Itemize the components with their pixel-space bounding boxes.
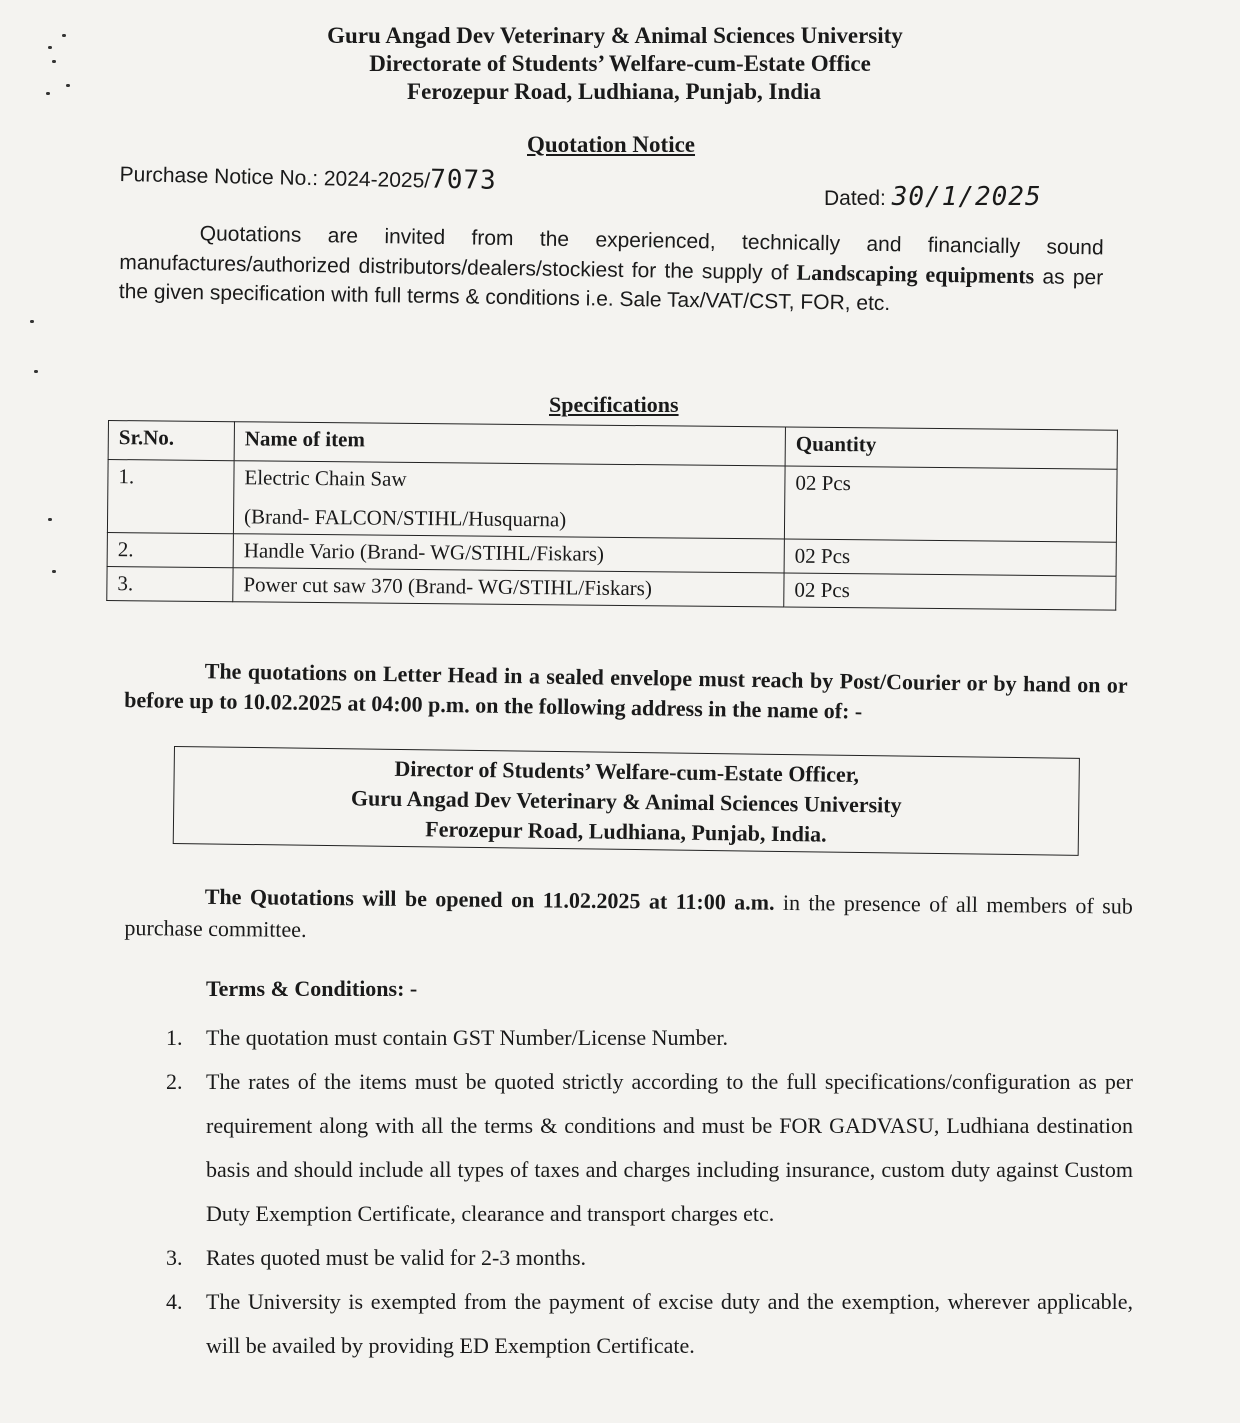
opening-text: in the presence of all members of sub purchase committee. bbox=[124, 889, 1133, 942]
notice-date bbox=[824, 182, 1042, 212]
scan-speck bbox=[62, 34, 66, 37]
scan-speck bbox=[30, 320, 34, 323]
row-item-name: Handle Vario (Brand- WG/STIHL/Fiskars) bbox=[233, 534, 784, 573]
purchase-notice-label: Purchase Notice No.: 2024-2025/ bbox=[119, 162, 431, 193]
row-sr-no: 1. bbox=[107, 460, 234, 534]
address-box bbox=[173, 746, 1080, 856]
dated-handwritten: 30/1/2025 bbox=[891, 182, 1042, 212]
university-name: Guru Angad Dev Veterinary & Animal Sciences University bbox=[327, 23, 903, 48]
opening-bold-text: The Quotations will be opened on 11.02.2025 at 11:00 a.m. bbox=[204, 883, 775, 915]
row-item-name bbox=[233, 461, 785, 539]
notice-title: Quotation Notice bbox=[527, 132, 696, 157]
office-address: Ferozepur Road, Ludhiana, Punjab, India bbox=[407, 79, 821, 104]
scan-speck bbox=[48, 518, 52, 521]
specifications-table bbox=[106, 420, 1118, 611]
header-quantity: Quantity bbox=[785, 427, 1117, 469]
term-text: The rates of the items must be quoted strictly according to the full specifications/configuration as per requirement along with all the terms & conditions and must be FOR GADVASU, Ludhiana destination basis and should include all types of taxes and charges including insurance, custom duty against Custom Duty Exemption Certificate, clearance and transport charges etc. bbox=[206, 1069, 1133, 1226]
intro-paragraph bbox=[119, 218, 1104, 321]
scan-speck bbox=[48, 46, 52, 49]
header-sr-no: Sr.No. bbox=[108, 421, 234, 461]
item-name: Electric Chain Saw bbox=[244, 465, 407, 491]
row-quantity: 02 Pcs bbox=[784, 573, 1116, 610]
scan-speck bbox=[52, 60, 56, 63]
address-line-1: Director of Students’ Welfare-cum-Estate Officer, bbox=[394, 755, 860, 787]
header-item-name: Name of item bbox=[234, 422, 785, 466]
row-sr-no: 3. bbox=[107, 566, 233, 601]
terms-title: Terms & Conditions: - bbox=[206, 976, 418, 1001]
dated-label: Dated: bbox=[824, 187, 886, 210]
term-text: Rates quoted must be valid for 2-3 months. bbox=[206, 1245, 587, 1270]
term-text: The University is exempted from the payment of excise duty and the exemption, wherever applicable, will be availed by providing ED Exemption Certificate. bbox=[206, 1289, 1133, 1358]
item-brand: (Brand- FALCON/STIHL/Husquarna) bbox=[243, 504, 567, 532]
row-item-name: Power cut saw 370 (Brand- WG/STIHL/Fiskars) bbox=[233, 568, 784, 607]
scan-speck bbox=[34, 370, 38, 373]
table-row bbox=[107, 460, 1117, 543]
intro-text-end: as per the given specification with full terms & conditions i.e. Sale Tax/VAT/CST, FOR, etc. bbox=[118, 265, 1104, 316]
row-sr-no: 2. bbox=[107, 532, 233, 567]
scan-speck bbox=[46, 92, 50, 95]
intro-text: Quotations are invited from the experienced, technically and financially sound manufactures/authorized distributors/dealers/stockiest for the supply of bbox=[119, 222, 1104, 285]
term-number: 3. bbox=[166, 1245, 183, 1270]
submission-instructions: The quotations on Letter Head in a sealed envelope must reach by Post/Courier or by hand on or before up to 10.02.2025 at 04:00 p.m. on the following address in the name of: - bbox=[124, 658, 1128, 724]
scan-speck bbox=[52, 570, 56, 573]
purchase-notice-number bbox=[119, 158, 497, 196]
list-item bbox=[158, 1060, 1133, 1236]
intro-bold-text: Landscaping equipments bbox=[796, 259, 1035, 289]
opening-paragraph bbox=[124, 880, 1133, 955]
office-name: Directorate of Students’ Welfare-cum-Estate Office bbox=[369, 51, 871, 76]
term-text: The quotation must contain GST Number/License Number. bbox=[206, 1025, 728, 1050]
specifications-title: Specifications bbox=[549, 392, 679, 417]
term-number: 2. bbox=[166, 1069, 183, 1094]
row-quantity: 02 Pcs bbox=[784, 539, 1116, 576]
term-number: 1. bbox=[166, 1025, 183, 1050]
list-item bbox=[158, 1016, 1133, 1060]
row-quantity: 02 Pcs bbox=[784, 466, 1117, 542]
purchase-notice-handwritten: 7073 bbox=[429, 164, 498, 196]
terms-list bbox=[158, 1016, 1133, 1368]
list-item bbox=[158, 1236, 1133, 1280]
scan-speck bbox=[66, 84, 70, 87]
list-item bbox=[158, 1280, 1133, 1368]
address-line-3: Ferozepur Road, Ludhiana, Punjab, India. bbox=[425, 816, 827, 847]
address-line-2: Guru Angad Dev Veterinary & Animal Sciences University bbox=[350, 785, 902, 818]
term-number: 4. bbox=[166, 1289, 183, 1314]
